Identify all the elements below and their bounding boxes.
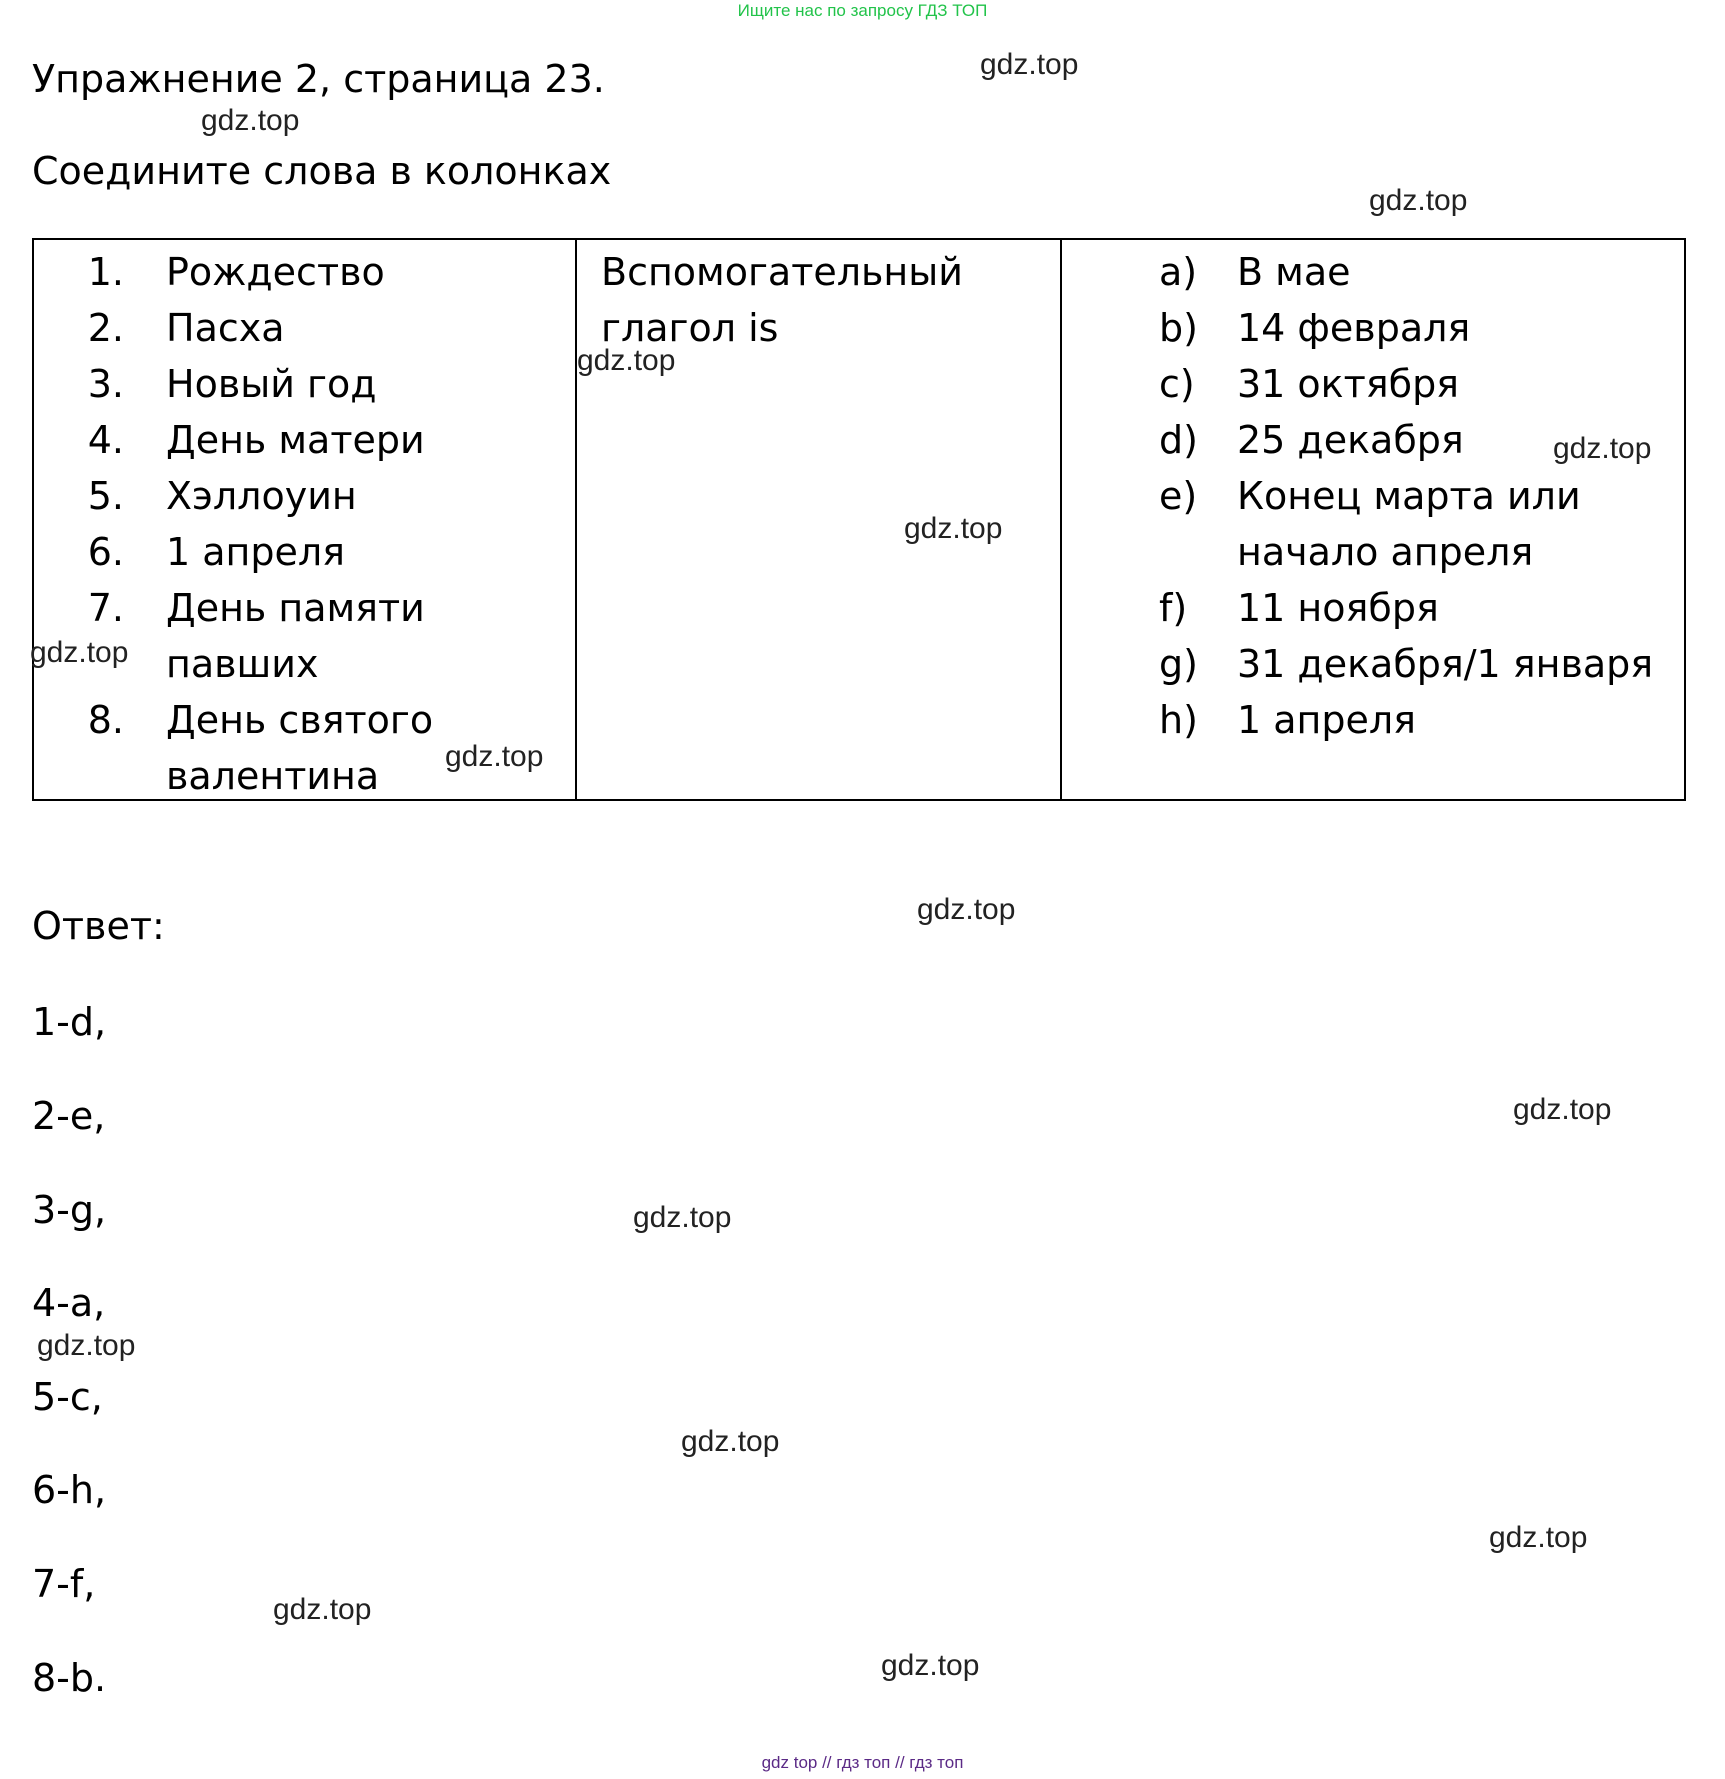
answer-item: 5-c, bbox=[32, 1375, 103, 1419]
answer-item: 8-b. bbox=[32, 1656, 107, 1700]
answer-item: 2-e, bbox=[32, 1094, 106, 1138]
auxiliary-verb-cell: Вспомогательный глагол is bbox=[601, 250, 963, 350]
list-item: g) 31 декабря/1 января bbox=[1159, 642, 1654, 686]
watermark: gdz.top bbox=[917, 893, 1016, 926]
watermark: gdz.top bbox=[1553, 432, 1652, 465]
holidays-list bbox=[34, 244, 433, 804]
answer-item: 3-g, bbox=[32, 1188, 107, 1232]
matching-table bbox=[32, 238, 1686, 801]
answer-item: 1-d, bbox=[32, 1000, 107, 1044]
list-item: 3. Новый год bbox=[87, 362, 377, 406]
watermark: gdz.top bbox=[633, 1201, 732, 1234]
column-divider bbox=[1060, 240, 1062, 799]
watermark: gdz.top bbox=[1489, 1521, 1588, 1554]
column-divider bbox=[575, 240, 577, 799]
watermark: gdz.top bbox=[30, 636, 129, 669]
watermark: gdz.top bbox=[445, 740, 544, 773]
watermark: gdz.top bbox=[881, 1649, 980, 1682]
dates-list bbox=[1159, 244, 1653, 748]
list-item: c) 31 октября bbox=[1159, 362, 1460, 406]
list-item: f) 11 ноября bbox=[1159, 586, 1439, 630]
list-item: 2. Пасха bbox=[87, 306, 285, 350]
watermark: gdz.top bbox=[273, 1593, 372, 1626]
watermark: gdz.top bbox=[980, 48, 1079, 81]
watermark: gdz.top bbox=[1513, 1093, 1612, 1126]
instruction: Соедините слова в колонках bbox=[32, 149, 612, 193]
list-item-continued: павших bbox=[166, 642, 319, 686]
footer-links: gdz top // гдз топ // гдз топ bbox=[761, 1753, 964, 1772]
list-item-continued: начало апреля bbox=[1237, 530, 1534, 574]
list-item: 7. День памяти bbox=[87, 586, 425, 630]
top-banner: Ищите нас по запросу ГДЗ ТОП bbox=[737, 1, 988, 20]
answer-item: 4-a, bbox=[32, 1281, 106, 1325]
watermark: gdz.top bbox=[37, 1329, 136, 1362]
list-item: 5. Хэллоуин bbox=[87, 474, 357, 518]
page-title: Упражнение 2, страница 23. bbox=[32, 57, 605, 101]
watermark: gdz.top bbox=[577, 344, 676, 377]
watermark: gdz.top bbox=[904, 512, 1003, 545]
answer-item: 7-f, bbox=[32, 1562, 96, 1606]
list-item: a) В мае bbox=[1159, 250, 1351, 294]
list-item: b) 14 февраля bbox=[1159, 306, 1471, 350]
answer-item: 6-h, bbox=[32, 1468, 107, 1512]
list-item-continued: валентина bbox=[166, 754, 380, 798]
watermark: gdz.top bbox=[201, 104, 300, 137]
list-item: h) 1 апреля bbox=[1159, 698, 1417, 742]
list-item: 1. Рождество bbox=[87, 250, 385, 294]
list-item: 4. День матери bbox=[87, 418, 425, 462]
list-item: e) Конец марта или bbox=[1159, 474, 1581, 518]
watermark: gdz.top bbox=[1369, 184, 1468, 217]
watermark: gdz.top bbox=[681, 1425, 780, 1458]
list-item: 6. 1 апреля bbox=[87, 530, 346, 574]
list-item: 8. День святого bbox=[87, 698, 434, 742]
answer-label: Ответ: bbox=[32, 904, 165, 948]
list-item: d) 25 декабря bbox=[1159, 418, 1464, 462]
